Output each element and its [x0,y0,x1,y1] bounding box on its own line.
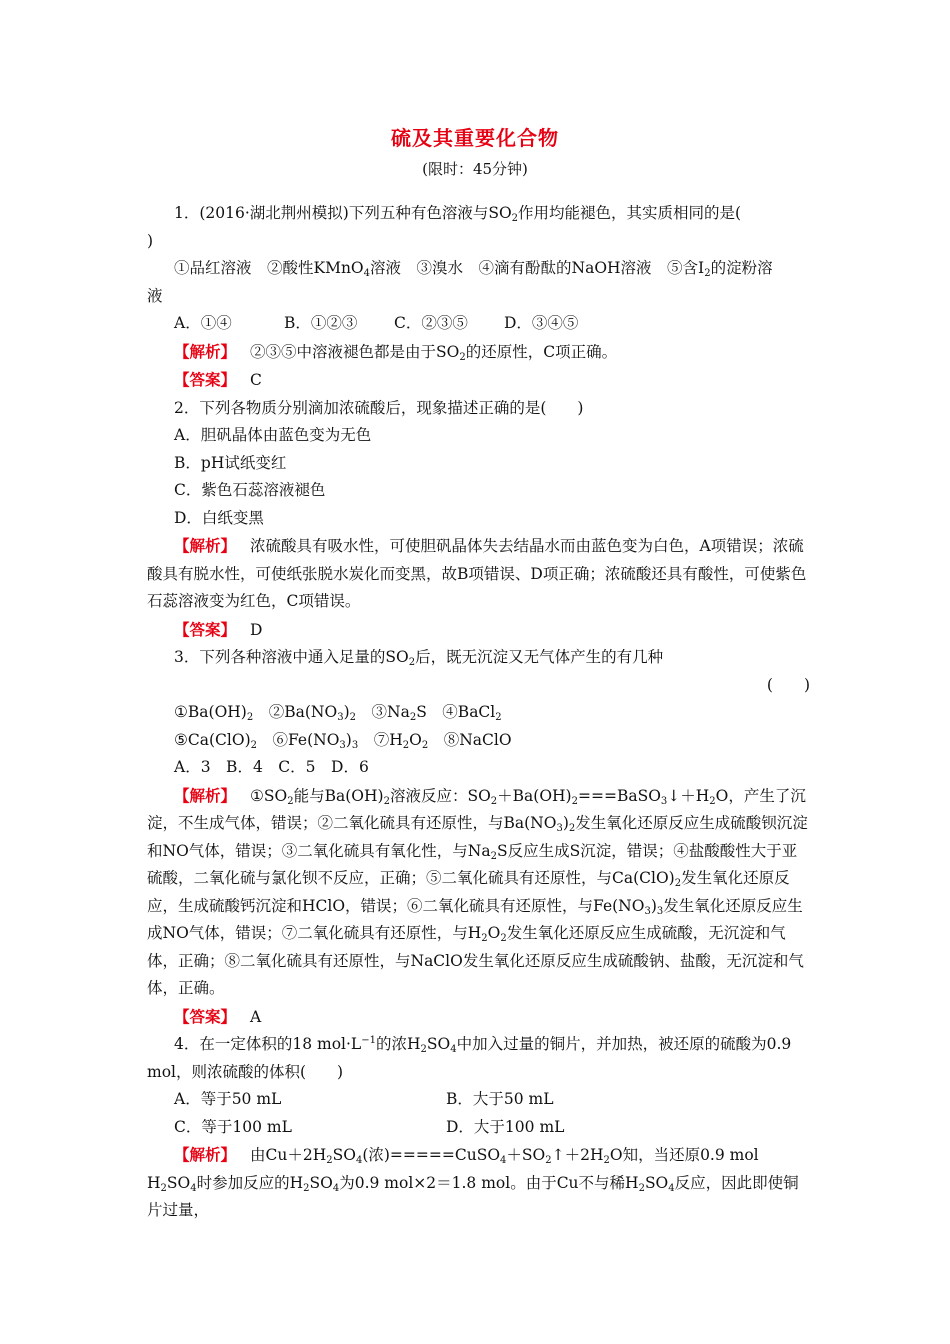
question-3-stem: 3．下列各种溶液中通入足量的$SO_2$后，既无沉淀又无气体产生的有几种 [174,648,664,668]
question-1-stem: 1．(2016·湖北荆州模拟)下列五种有色溶液与$SO_2$作用均能褪色，其实质相同的是( ) [147,204,742,250]
question-2-stem: 2．下列各物质分别滴加浓硫酸后，现象描述正确的是( ) [174,398,584,417]
option-a: A．胆矾晶体由蓝色变为无色 [174,426,372,444]
question-1-items-cont: 液 [147,286,163,305]
option-c: C．②③⑤ [394,314,468,332]
question-4-analysis: 【解析】 由$Cu+2H_2SO_4$(浓)$=====CuSO_4+SO_2↑+2H_2O$知，当还原0.9 mol $H_2SO_4$时参加反应的$H_2SO_4$为0.9 mol×2＝1.8 mol。由于Cu不与稀$H_2SO_4$反应，因此即使铜片过量， [147,1145,799,1219]
option-d: D．白纸变黑 [174,508,264,527]
document-body [147,200,810,1225]
option-b: B．pH试纸变红 [174,453,287,472]
question-4 [147,1031,810,1225]
answer-label: 【答案】 [174,370,237,389]
answer-label: 【答案】 [174,619,237,639]
question-2-analysis: 【解析】 浓硫酸具有吸水性，可使胆矾晶体失去结晶水而由蓝色变为白色，A项错误；浓硫酸具有脱水性，可使纸张脱水炭化而变黑，故B项错误、D项正确；浓硫酸还具有酸性，可使紫色石蕊溶液变为红色，C项错误。 [147,536,807,610]
question-3-items-line-2: $⑤Ca(ClO)_2$ $⑥Fe(NO_3)_3$ $⑦H_2O_2$ ⑧NaClO [174,730,512,751]
question-1 [147,200,810,395]
question-3 [147,644,810,1031]
question-1-items: ①品红溶液 ②酸性KMnO$_4$溶液 ③溴水 ④滴有酚酞的NaOH溶液 ⑤含$I_2$的淀粉溶 [174,259,773,279]
time-limit: (限时：45分钟) [422,160,528,178]
question-1-answer [147,366,810,395]
question-2 [147,395,810,645]
option-c: C．紫色石蕊溶液褪色 [174,481,326,499]
question-1-options [147,310,810,338]
answer-blank: ( ) [766,675,810,694]
option-a: A．①④ [174,314,232,332]
document-title: 硫及其重要化合物 [391,126,559,150]
question-3-items-line-1: $①Ba(OH)_2$ $②Ba(NO_3)_2$ $③Na_2S$ ④BaCl$_2$ [174,703,502,723]
question-4-stem: 4．在一定体积的18 $mol\cdot L^{-1}$的浓$H_2SO_4$中加入过量的铜片，并加热，被还原的硫酸为0.9 mol，则浓硫酸的体积( ) [147,1035,792,1081]
analysis-label: 【解析】 [174,536,237,555]
option-c: C．等于100 mL [174,1117,292,1136]
answer-value: C [250,371,262,389]
option-a: A．等于50 mL [174,1090,282,1108]
answer-value: D [250,620,263,639]
question-2-answer [147,616,810,645]
option-b: B．大于50 mL [446,1090,554,1108]
option-b: B．①②③ [284,314,358,332]
question-3-options: A．3 B．4 C．5 D．6 [174,758,369,776]
question-4-options-row-2 [147,1114,810,1142]
analysis-label: 【解析】 [174,1145,237,1164]
option-d: D．③④⑤ [504,314,579,332]
analysis-label: 【解析】 [174,785,237,805]
answer-value: A [250,1007,262,1026]
question-4-options-row-1 [147,1086,810,1114]
answer-label: 【答案】 [174,1006,237,1026]
analysis-label: 【解析】 [174,341,237,361]
question-3-analysis: 【解析】 $①SO_2$能与$Ba(OH)_2$溶液反应：$SO_2+Ba(OH)_2===BaSO_3↓+H_2O$，产生了沉淀，不生成气体，错误；②二氧化硫具有还原性，与$Ba(NO_3)_2$发生氧化还原反应生成硫酸钡沉淀和NO气体，错误；③二氧化硫具有氧化性，与$Na_2S$反应生成S沉淀，错误；④盐酸酸性大于亚硫酸，二氧化硫与氯化钡不反应，正确；⑤二氧化硫具有还原性，与$Ca(ClO)_2$发生氧化还原反应，生成硫酸钙沉淀和HClO，错误；⑥二氧化硫具有还原性，与$Fe(NO_3)_3$发生氧化还原反应生成NO气体，错误；⑦二氧化硫具有还原性，与$H_2O_2$发生氧化还原反应生成硫酸，无沉淀和气体，正确；⑧二氧化硫具有还原性，与NaClO发生氧化还原反应生成硫酸钠、盐酸，无沉淀和气体，正确。 [147,785,808,997]
question-1-analysis: 【解析】 ②③⑤中溶液褪色都是由于$SO_2$的还原性，C项正确。 [174,341,618,363]
question-3-answer [147,1003,810,1032]
option-d: D．大于100 mL [446,1117,565,1136]
